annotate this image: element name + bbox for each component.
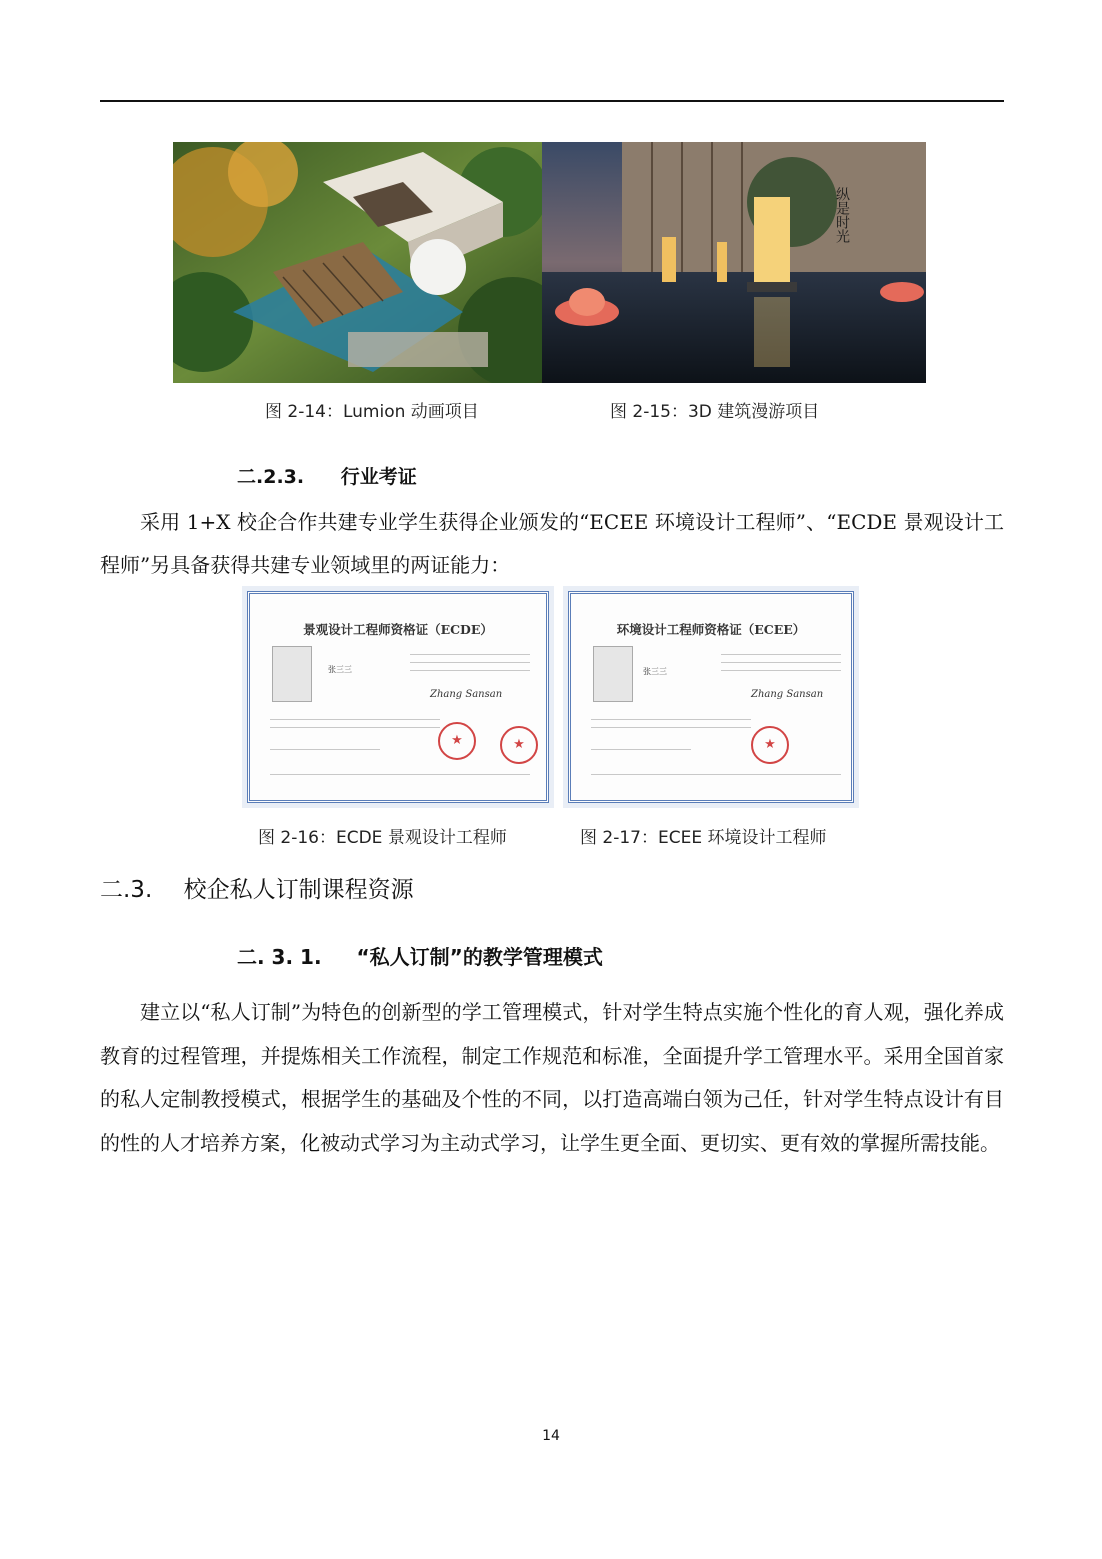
red-seal-icon <box>751 726 789 764</box>
figure-caption-2-16: 图 2-16：ECDE 景观设计工程师 <box>258 828 507 848</box>
certificate-holder-english-name: Zhang Sansan <box>751 689 824 700</box>
certificate-holder-english-name: Zhang Sansan <box>430 689 503 700</box>
certificate-title: 环境设计工程师资格证（ECEE） <box>616 622 806 637</box>
text-line <box>721 662 841 663</box>
text-line <box>410 670 530 671</box>
text-line <box>591 719 751 720</box>
red-seal-icon <box>500 726 538 764</box>
text-line <box>591 749 691 750</box>
ecde-certificate-image <box>242 586 554 808</box>
section-number: 二.2.3. <box>237 466 305 488</box>
section-heading-2-3-1 <box>237 941 603 970</box>
section-title: “私人订制”的教学管理模式 <box>356 945 603 969</box>
section-heading-2-3 <box>100 871 414 904</box>
text-line <box>270 749 380 750</box>
figure-caption-2-17: 图 2-17：ECEE 环境设计工程师 <box>580 828 827 848</box>
page-number: 14 <box>542 1428 560 1444</box>
section-title: 校企私人订制课程资源 <box>183 877 414 903</box>
section-title: 行业考证 <box>340 466 417 488</box>
text-line <box>591 727 751 728</box>
certificate-holder-name: 张三三 <box>643 667 667 676</box>
svg-text:纵是时光: 纵是时光 <box>834 187 850 243</box>
ecee-certificate-image <box>563 586 859 808</box>
section-number: 二. 3. 1. <box>237 945 322 969</box>
architecture-walkthrough-image <box>542 142 926 383</box>
paragraph-teaching-model: 建立以“私人订制”为特色的创新型的学工管理模式，针对学生特点实施个性化的育人观，强化养成教育的过程管理，并提炼相关工作流程，制定工作规范和标准，全面提升学工管理水平。采用全国首家的私人定制教授模式，根据学生的基础及个性的不同，以打造高端白领为己任，针对学生特点设计有目的性的人才培养方案，化被动式学习为主动式学习，让学生更全面、更切实、更有效的掌握所需技能。 <box>100 1000 1004 1155</box>
text-line <box>591 774 841 775</box>
section-heading-2-2-3 <box>237 462 417 489</box>
certificate-photo-placeholder <box>593 646 633 702</box>
certificate-photo-placeholder <box>272 646 312 702</box>
figure-caption-2-15: 图 2-15：3D 建筑漫游项目 <box>610 402 820 422</box>
certificate-holder-name: 张三三 <box>328 665 352 674</box>
section-number: 二.3. <box>100 877 153 903</box>
text-line <box>270 719 440 720</box>
text-line <box>410 654 530 655</box>
lumion-animation-image <box>173 142 542 383</box>
certificate-title: 景观设计工程师资格证（ECDE） <box>303 622 493 637</box>
header-rule <box>100 100 1004 102</box>
text-line <box>270 727 440 728</box>
red-seal-icon <box>438 722 476 760</box>
figure-caption-2-14: 图 2-14：Lumion 动画项目 <box>265 402 479 422</box>
text-line <box>270 774 530 775</box>
text-line <box>721 654 841 655</box>
text-line <box>410 662 530 663</box>
text-line <box>721 670 841 671</box>
paragraph-certification: 采用 1+X 校企合作共建专业学生获得企业颁发的“ECEE 环境设计工程师”、“ECDE 景观设计工程师”另具备获得共建专业领域里的两证能力： <box>100 510 1004 577</box>
